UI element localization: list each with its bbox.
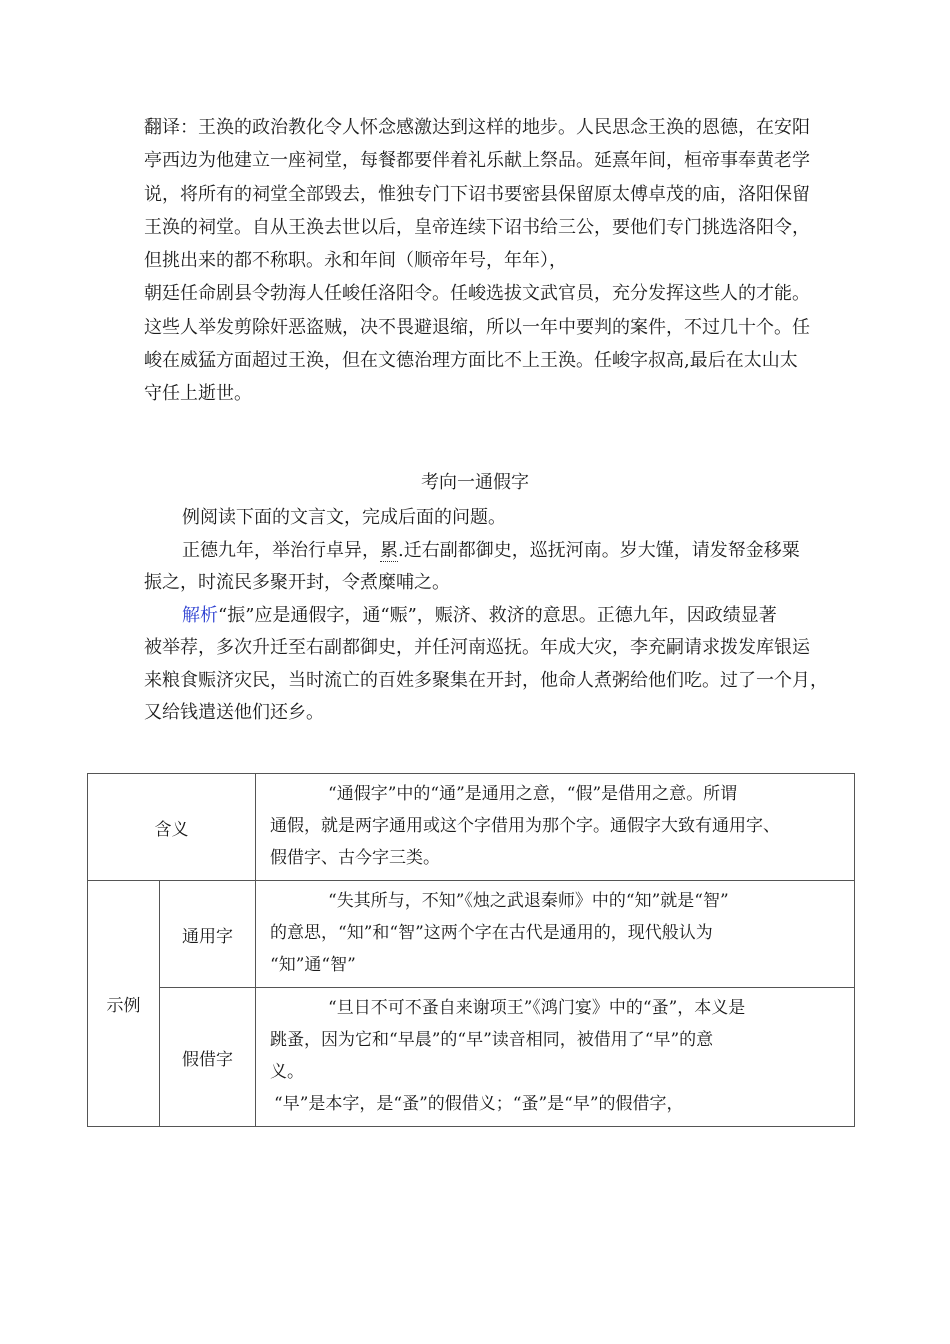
- common-char-cell: [256, 881, 855, 988]
- sub-label-common-char: 通用字: [160, 881, 256, 988]
- cell-line: “早”是本字，是“蚤”的假借义；“蚤”是“早”的假借字，: [274, 1094, 684, 1114]
- translation-line: 但挑出来的都不称职。永和年间（顺帝年号，年年），: [144, 250, 567, 272]
- translation-line: 王涣的祠堂。自从王涣去世以后，皇帝连续下诏书给三公，要他们专门挑选洛阳令，: [144, 216, 810, 238]
- passage-line: 振之，时流民多聚开封，令煮糜哺之。: [144, 572, 450, 593]
- loan-char-cell: [256, 988, 855, 1127]
- analysis-text: “振”应是通假字，通“赈”，赈济、救济的意思。正德九年，因政绩显著: [218, 604, 777, 626]
- analysis-line: 又给钱遣送他们还乡。: [144, 702, 324, 723]
- example-block: [144, 502, 864, 730]
- cell-line: “通假字”中的“通”是通用之意，“假”是借用之意。所谓: [328, 784, 738, 804]
- translation-line: 亭西边为他建立一座祠堂，每餐都要伴着礼乐献上祭品。延熹年间，桓帝事奉黄老学: [144, 150, 810, 172]
- cell-line: “知”通“智”: [270, 955, 356, 975]
- analysis-label: 解析: [182, 604, 218, 626]
- cell-line: “旦日不可不蚤自来谢项王”《鸿门宴》中的“蚤”，本义是: [328, 998, 746, 1018]
- cell-line: 义。: [270, 1062, 304, 1082]
- translation-paragraph: [144, 111, 864, 411]
- example-intro: 例阅读下面的文言文，完成后面的问题。: [182, 507, 506, 528]
- table-row: [88, 774, 855, 881]
- cell-line: 假借字、古今字三类。: [270, 848, 440, 868]
- translation-line: 朝廷任命剧县令勃海人任峻任洛阳令。任峻选拔文武官员，充分发挥这些人的才能。: [144, 283, 810, 305]
- dotted-character: 累: [380, 539, 398, 561]
- passage-line: [144, 535, 864, 568]
- cell-line: 的意思，“知”和“智”这两个字在古代是通用的，现代般认为: [270, 923, 713, 943]
- cell-line: “失其所与，不知”《烛之武退秦师》中的“知”就是“智”: [328, 891, 729, 911]
- section-heading: 考向一通假字: [421, 472, 529, 493]
- analysis-line: 来粮食赈济灾民，当时流亡的百姓多聚集在开封，他命人煮粥给他们吃。过了一个月，: [144, 669, 828, 691]
- definition-table: [87, 773, 855, 1127]
- row-label-examples: 示例: [88, 881, 160, 1127]
- translation-line: 守任上逝世。: [144, 383, 252, 405]
- translation-line: 这些人举发剪除奸恶盗贼，决不畏避退缩，所以一年中要判的案件，不过几十个。任: [144, 316, 810, 338]
- passage-text: .迁右副都御史，巡抚河南。岁大馑，请发帑金移粟: [398, 539, 800, 561]
- cell-line: 跳蚤，因为它和“早晨”的“早”读音相同，被借用了“早”的意: [270, 1030, 714, 1050]
- row-label-meaning: 含义: [88, 774, 256, 881]
- translation-line: 峻在威猛方面超过王涣，但在文德治理方面比不上王涣。任峻字叔高,最后在太山太: [144, 350, 798, 372]
- translation-line: 翻译：王涣的政治教化令人怀念感激达到这样的地步。人民思念王涣的恩德，在安阳: [144, 117, 810, 138]
- sub-label-loan-char: 假借字: [160, 988, 256, 1127]
- meaning-cell: [256, 774, 855, 881]
- table-row: [88, 881, 855, 988]
- passage-text: 正德九年，举治行卓异，: [182, 539, 380, 561]
- translation-line: 说，将所有的祠堂全部毁去，惟独专门下诏书要密县保留原太傅卓茂的庙，洛阳保留: [144, 183, 810, 205]
- table-row: [88, 988, 855, 1127]
- cell-line: 通假，就是两字通用或这个字借用为那个字。通假字大致有通用字、: [270, 816, 780, 836]
- analysis-line: [144, 600, 864, 633]
- analysis-line: 被举荐，多次升迁至右副都御史，并任河南巡抚。年成大灾，李充嗣请求拨发库银运: [144, 637, 810, 658]
